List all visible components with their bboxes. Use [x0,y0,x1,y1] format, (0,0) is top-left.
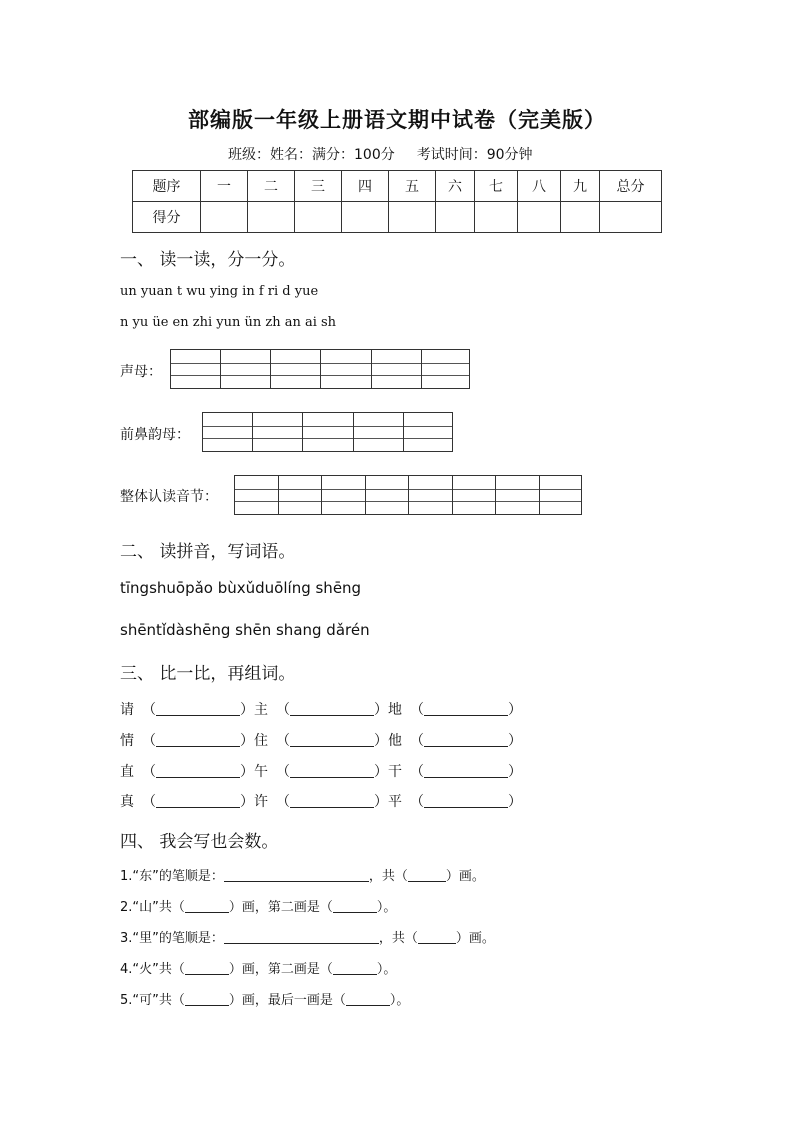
q4-text-b: ）画，第二画是（ [228,962,333,977]
q4-text-c: ）。 [376,962,397,977]
answer-blank[interactable] [290,763,374,778]
answer-blank[interactable] [185,961,229,975]
score-cell[interactable] [248,202,295,233]
q3-text-b: ，共（ [378,931,418,946]
grid-cell[interactable] [171,350,221,388]
header-cell: 总分 [600,171,662,202]
score-cell[interactable] [201,202,248,233]
score-cell[interactable] [389,202,436,233]
grid-cell[interactable] [271,350,321,388]
answer-blank[interactable] [290,701,374,716]
section2-pinyin-line1: tīngshuōpǎo bùxǔduōlíng shēng [120,579,362,597]
header-cell: 五 [389,171,436,202]
compare-char: 主 [254,702,268,718]
score-cell[interactable] [342,202,389,233]
header-cell: 三 [295,171,342,202]
score-cell[interactable] [475,202,518,233]
compare-row: 真 （ ）许 （ ）平 （ ） [120,791,522,811]
q5-text-c: ）。 [389,993,410,1008]
answer-blank[interactable] [418,930,456,944]
grid-cell[interactable] [453,476,497,514]
compare-char: 请 [120,702,134,718]
answer-blank[interactable] [424,701,508,716]
compare-char: 直 [120,764,134,780]
q1-text-b: ，共（ [368,869,408,884]
exam-info [228,144,533,164]
compare-char: 情 [120,733,134,749]
compare-char: 平 [388,794,402,810]
class-name-score: 班级：姓名：满分：100分 [228,147,395,163]
answer-blank[interactable] [290,732,374,747]
header-cell: 六 [436,171,475,202]
score-cell[interactable] [436,202,475,233]
grid-cell[interactable] [321,350,371,388]
q2-text-b: ）画，第二画是（ [228,900,333,915]
q3-text-a: 3.“里”的笔顺是： [120,931,224,946]
answer-blank[interactable] [408,868,446,882]
row-label: 得分 [133,202,201,233]
q5-text-a: 5.“可”共（ [120,993,185,1008]
question-3 [120,927,495,946]
q2-text-a: 2.“山”共（ [120,900,185,915]
q5-text-b: ）画，最后一画是（ [228,993,346,1008]
qianbi-writing-grid[interactable] [202,412,453,452]
grid-cell[interactable] [404,413,452,451]
answer-blank[interactable] [156,701,240,716]
compare-char: 地 [388,702,402,718]
score-cell[interactable] [600,202,662,233]
header-cell: 九 [561,171,600,202]
section1-pinyin-line1: un yuan t wu ying in f ri d yue [120,284,319,299]
q3-text-c: ）画。 [455,931,495,946]
score-cell[interactable] [518,202,561,233]
qianbi-label: 前鼻韵母： [120,427,190,443]
compare-char: 真 [120,794,134,810]
grid-cell[interactable] [303,413,353,451]
grid-cell[interactable] [203,413,253,451]
page-title: 部编版一年级上册语文期中试卷（完美版） [188,108,606,132]
answer-blank[interactable] [424,732,508,747]
answer-blank[interactable] [224,930,379,944]
header-cell: 四 [342,171,389,202]
exam-time: 考试时间：90分钟 [416,147,533,163]
answer-blank[interactable] [333,961,377,975]
header-cell: 七 [475,171,518,202]
q1-text-c: ）画。 [445,869,485,884]
compare-char: 午 [254,764,268,780]
grid-cell[interactable] [279,476,323,514]
header-cell: 题序 [133,171,201,202]
answer-blank[interactable] [424,763,508,778]
compare-char: 许 [254,794,268,810]
question-4 [120,958,396,977]
question-1 [120,865,485,884]
zhengti-writing-grid[interactable] [234,475,582,515]
answer-blank[interactable] [290,793,374,808]
compare-char: 干 [388,764,402,780]
section1-pinyin-line2: n yu üe en zhi yun ün zh an ai sh [120,315,337,330]
compare-row: 情 （ ）住 （ ）他 （ ） [120,730,522,750]
score-table-score-row [133,202,662,233]
compare-char: 住 [254,733,268,749]
grid-cell[interactable] [366,476,410,514]
zhengti-label: 整体认读音节： [120,489,218,505]
grid-cell[interactable] [235,476,279,514]
grid-cell[interactable] [409,476,453,514]
header-cell: 一 [201,171,248,202]
shengmu-label: 声母： [120,364,162,380]
compare-row: 请 （ ）主 （ ）地 （ ） [120,699,522,719]
q1-text-a: 1.“东”的笔顺是： [120,869,224,884]
header-cell: 二 [248,171,295,202]
question-2 [120,896,396,915]
answer-blank[interactable] [156,793,240,808]
answer-blank[interactable] [156,732,240,747]
header-cell: 八 [518,171,561,202]
compare-char: 他 [388,733,402,749]
grid-cell[interactable] [496,476,540,514]
answer-blank[interactable] [346,992,390,1006]
answer-blank[interactable] [224,868,369,882]
grid-cell[interactable] [540,476,582,514]
score-cell[interactable] [295,202,342,233]
score-cell[interactable] [561,202,600,233]
compare-row: 直 （ ）午 （ ）干 （ ） [120,761,522,781]
grid-cell[interactable] [253,413,303,451]
grid-cell[interactable] [221,350,271,388]
section2-pinyin-line2: shēntǐdàshēng shēn shang dǎrén [120,621,370,639]
q2-text-c: ）。 [376,900,397,915]
answer-blank[interactable] [185,992,229,1006]
question-5 [120,989,409,1008]
answer-blank[interactable] [333,899,377,913]
q4-text-a: 4.“火”共（ [120,962,185,977]
shengmu-writing-grid[interactable] [170,349,470,389]
answer-blank[interactable] [185,899,229,913]
answer-blank[interactable] [156,763,240,778]
grid-cell[interactable] [354,413,404,451]
answer-blank[interactable] [424,793,508,808]
section2-heading: 二、 读拼音，写词语。 [120,542,296,562]
section1-heading: 一、 读一读，分一分。 [120,250,296,270]
section4-heading: 四、 我会写也会数。 [120,832,279,852]
grid-cell[interactable] [372,350,422,388]
grid-cell[interactable] [322,476,366,514]
section3-heading: 三、 比一比，再组词。 [120,664,296,684]
grid-cell[interactable] [422,350,469,388]
score-table [132,170,662,233]
score-table-header-row [133,171,662,202]
